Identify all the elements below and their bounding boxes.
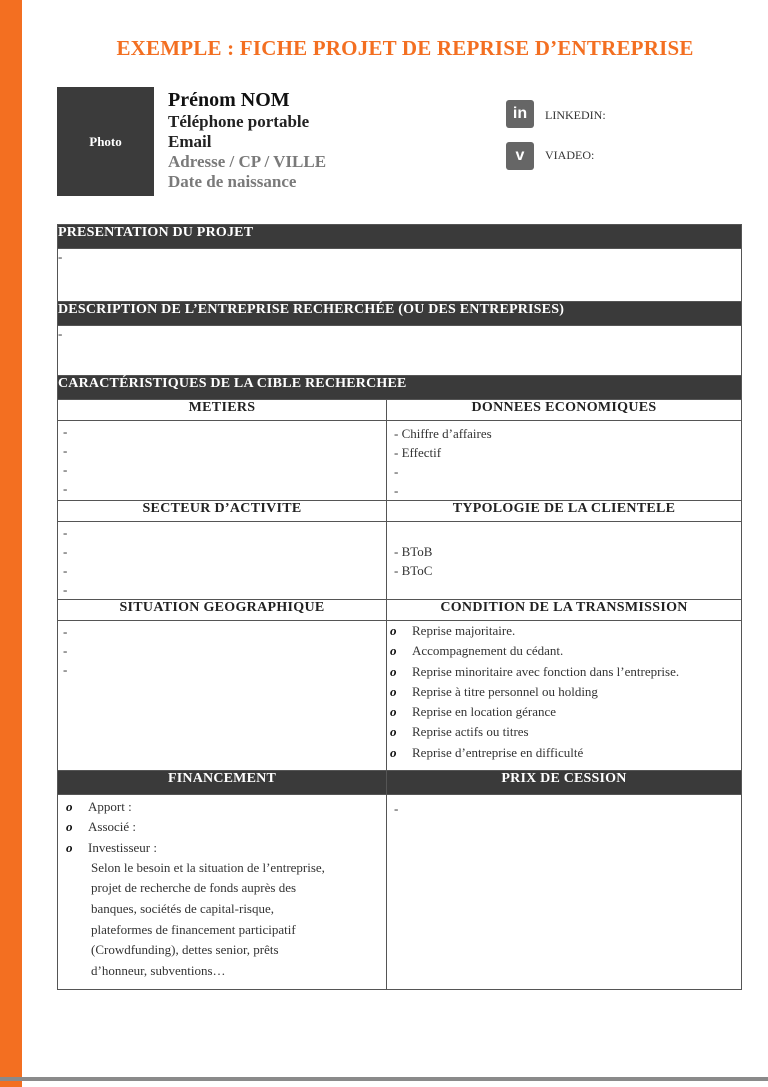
- condition-item: o Reprise à titre personnel ou holding: [390, 683, 598, 699]
- linkedin-icon: in: [506, 100, 534, 128]
- secteur-line: -: [63, 563, 68, 578]
- financement-item: o Apport :: [66, 799, 132, 814]
- presentation-content-row: [58, 249, 742, 302]
- prix-header: PRIX DE CESSION: [387, 771, 742, 795]
- secteur-header-row: [58, 501, 742, 522]
- photo-placeholder: [57, 87, 154, 196]
- bottom-rule: [0, 1077, 768, 1081]
- linkedin-label: LINKEDIN:: [545, 108, 606, 122]
- condition-item: o Reprise actifs ou titres: [390, 724, 529, 740]
- financement-item: o Investisseur :: [66, 839, 157, 855]
- situation-content: [58, 621, 387, 771]
- situation-header: SITUATION GEOGRAPHIQUE: [58, 600, 387, 621]
- situation-content-row: [58, 621, 742, 771]
- condition-content: [387, 621, 742, 771]
- metiers-content: [58, 421, 387, 501]
- description-header: DESCRIPTION DE L’ENTREPRISE RECHERCHÉE (OU DES ENTREPRISES): [58, 302, 742, 326]
- secteur-line: -: [63, 582, 68, 597]
- donnees-line: - Chiffre d’affaires: [394, 426, 492, 441]
- donnees-content: [387, 421, 742, 501]
- metiers-line: -: [63, 462, 68, 477]
- donnees-line: -: [394, 464, 399, 479]
- secteur-content-row: [58, 522, 742, 600]
- condition-header: CONDITION DE LA TRANSMISSION: [387, 600, 742, 621]
- typologie-content: [387, 522, 742, 600]
- caracteristiques-header-row: [58, 376, 742, 400]
- condition-item: o Reprise d’entreprise en difficulté: [390, 744, 584, 760]
- metiers-line: -: [63, 424, 68, 439]
- secteur-line: -: [63, 525, 68, 540]
- financement-list: [58, 797, 386, 858]
- condition-item: o Reprise minoritaire avec fonction dans l’entreprise.: [390, 663, 680, 679]
- full-name: Prénom NOM: [168, 89, 290, 111]
- orange-side-bar: [0, 0, 22, 1087]
- presentation-header: PRESENTATION DU PROJET: [58, 225, 742, 249]
- photo-label: Photo: [89, 133, 122, 149]
- financement-note-line: plateformes de financement participatif: [91, 921, 296, 937]
- financement-note: [58, 858, 386, 982]
- description-header-row: [58, 302, 742, 326]
- metiers-line: -: [63, 443, 68, 458]
- project-form-table: [57, 224, 742, 990]
- metiers-header-row: [58, 400, 742, 421]
- condition-item: o Reprise majoritaire.: [390, 623, 516, 638]
- condition-item: o Accompagnement du cédant.: [390, 643, 564, 659]
- donnees-line: - Effectif: [394, 445, 442, 460]
- description-content: -: [58, 326, 742, 376]
- typologie-header: TYPOLOGIE DE LA CLIENTELE: [387, 501, 742, 522]
- page-title: EXEMPLE : FICHE PROJET DE REPRISE D’ENTREPRISE: [116, 36, 694, 60]
- financement-header: FINANCEMENT: [58, 771, 387, 795]
- donnees-header: DONNEES ECONOMIQUES: [387, 400, 742, 421]
- financement-content-row: [58, 795, 742, 990]
- viadeo-icon: v: [506, 142, 534, 170]
- financement-note-line: projet de recherche de fonds auprès des: [91, 880, 297, 896]
- situation-line: -: [63, 643, 68, 658]
- birthdate-field: Date de naissance: [168, 172, 297, 191]
- secteur-header: SECTEUR D’ACTIVITE: [58, 501, 387, 522]
- address-field: Adresse / CP / VILLE: [168, 152, 327, 171]
- email-field: Email: [168, 132, 212, 151]
- identity-block: [168, 88, 326, 192]
- secteur-content: [58, 522, 387, 600]
- condition-list: [387, 621, 741, 763]
- prix-content: -: [387, 795, 742, 990]
- presentation-header-row: [58, 225, 742, 249]
- situation-line: -: [63, 662, 68, 677]
- financement-note-line: Selon le besoin et la situation de l’entreprise,: [91, 859, 325, 875]
- caracteristiques-header: CARACTÉRISTIQUES DE LA CIBLE RECHERCHEE: [58, 376, 742, 400]
- financement-note-line: (Crowdfunding), dettes senior, prêts: [91, 942, 279, 958]
- financement-content: [58, 795, 387, 990]
- viadeo-label: VIADEO:: [545, 148, 595, 162]
- metiers-line: -: [63, 481, 68, 496]
- typologie-line: - BToB: [394, 544, 433, 559]
- situation-line: -: [63, 624, 68, 639]
- financement-note-line: banques, sociétés de capital-risque,: [91, 901, 275, 917]
- financement-header-row: [58, 771, 742, 795]
- financement-item: o Associé :: [66, 819, 137, 835]
- metiers-header: METIERS: [58, 400, 387, 421]
- condition-item: o Reprise en location gérance: [390, 704, 557, 720]
- typologie-line: - BToC: [394, 563, 433, 578]
- donnees-line: -: [394, 483, 399, 498]
- phone-field: Téléphone portable: [168, 112, 310, 131]
- financement-note-line: d’honneur, subventions…: [91, 962, 226, 978]
- description-content-row: [58, 326, 742, 376]
- situation-header-row: [58, 600, 742, 621]
- metiers-content-row: [58, 421, 742, 501]
- presentation-content: -: [58, 249, 742, 302]
- secteur-line: -: [63, 544, 68, 559]
